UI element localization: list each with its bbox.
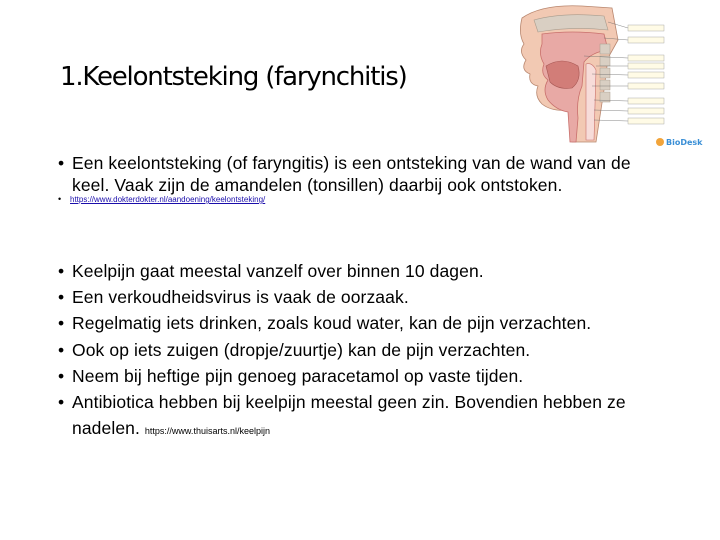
advice-bullet: • Neem bij heftige pijn genoeg paracetamol op vaste tijden.	[58, 363, 668, 389]
throat-anatomy-figure	[512, 0, 712, 150]
advice-bullet-antibiotics	[58, 389, 668, 444]
antibiotics-text: Antibiotica hebben bij keelpijn meestal geen zin. Bovendien hebben ze nadelen.	[72, 392, 626, 439]
slide-title: 1.Keelontsteking (farynchitis)	[60, 62, 407, 92]
source-link-dokterdokter[interactable]: https://www.dokterdokter.nl/aandoening/keelontsteking/	[70, 195, 266, 204]
advice-bullet: • Een verkoudheidsvirus is vaak de oorzaak.	[58, 284, 668, 310]
source-link-line	[58, 195, 265, 204]
logo-text: BioDesk	[666, 138, 703, 147]
intro-bullet: • Een keelontsteking (of faryngitis) is een ontsteking van de wand van de keel. Vaak zijn de amandelen (tonsillen) daarbij ook ontstoken.	[58, 152, 658, 196]
advice-bullet: • Regelmatig iets drinken, zoals koud water, kan de pijn verzachten.	[58, 310, 668, 336]
advice-list	[58, 258, 668, 444]
airway	[586, 64, 596, 140]
source-link-thuisarts[interactable]: https://www.thuisarts.nl/keelpijn	[144, 426, 270, 437]
intro-list	[58, 152, 658, 196]
label-boxes	[628, 25, 664, 124]
advice-bullet: • Ook op iets zuigen (dropje/zuurtje) kan de pijn verzachten.	[58, 337, 668, 363]
logo-icon	[656, 138, 664, 146]
advice-bullet: • Keelpijn gaat meestal vanzelf over binnen 10 dagen.	[58, 258, 668, 284]
